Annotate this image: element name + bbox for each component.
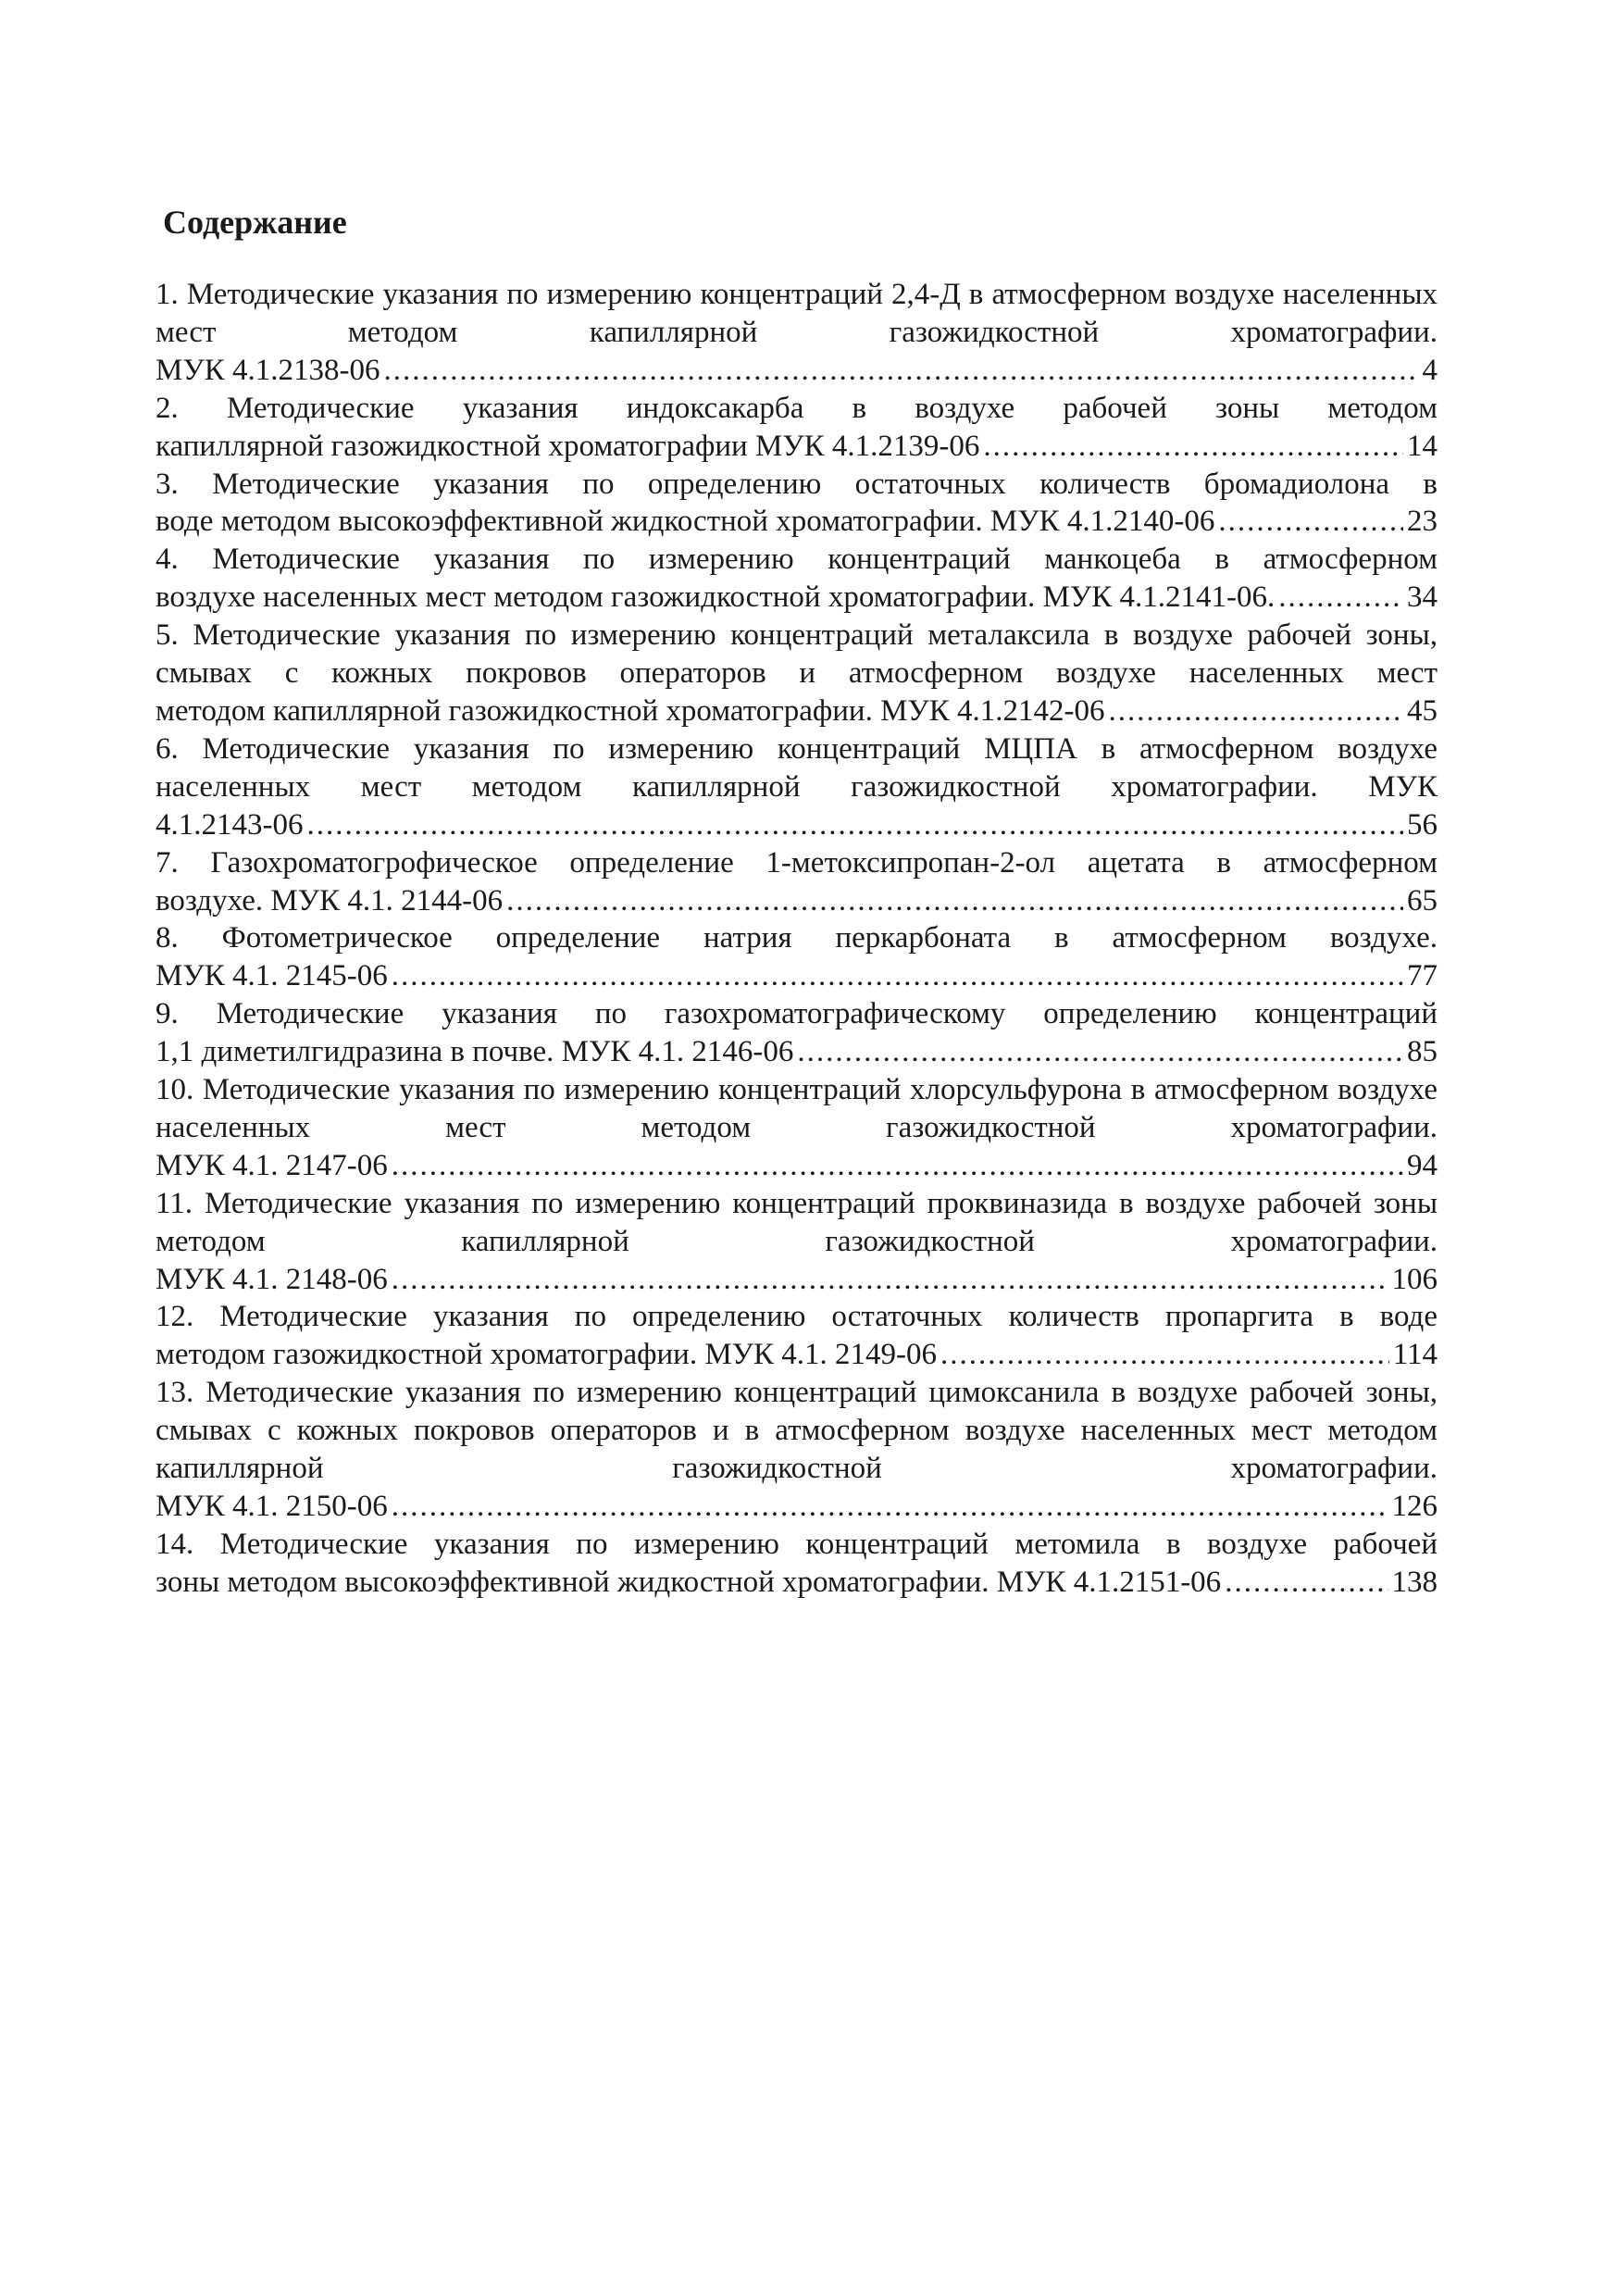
toc-entry-code: капиллярной газожидкостной хроматографии МУК 4.1.2139-06 (156, 429, 980, 463)
toc-page-number: 4 (1422, 353, 1438, 387)
toc-entry-text: 8. Фотометрическое определение натрия перкарбоната в атмосферном воздухе. (156, 921, 1438, 955)
toc-entry-text: 13. Методические указания по измерению концентраций цимоксанила в воздухе рабочей зоны, смывах с кожных покровов операторов и в атмосферном воздухе населенных мест методом капиллярной газожидкостной хроматографии. (156, 1376, 1438, 1486)
toc-entry-code: МУК 4.1. 2147-06 (156, 1148, 388, 1182)
toc-page-number: 114 (1392, 1338, 1438, 1372)
toc-page-number: 106 (1391, 1262, 1438, 1296)
dot-leader (1278, 579, 1403, 617)
toc-entry (156, 1071, 1438, 1185)
toc-entry-code: воздухе населенных мест методом газожидкостной хроматографии. МУК 4.1.2141-06. (156, 580, 1276, 615)
toc-entry-text: 3. Методические указания по определению остаточных количеств бромадиолона в (156, 467, 1438, 501)
toc-entry-code: МУК 4.1. 2145-06 (156, 959, 388, 993)
toc-entry-code: МУК 4.1.2138-06 (156, 353, 380, 387)
toc-entry (156, 919, 1438, 995)
toc-entry (156, 276, 1438, 390)
toc-entry-code: воде методом высокоэффективной жидкостной хроматографии. МУК 4.1.2140-06 (156, 505, 1215, 539)
toc-entry (156, 730, 1438, 844)
toc-entry-code: МУК 4.1. 2150-06 (156, 1490, 388, 1523)
dot-leader (506, 882, 1403, 920)
toc-entry (156, 617, 1438, 730)
toc-entry (156, 1185, 1438, 1299)
dot-leader (983, 428, 1403, 466)
dot-leader (1109, 693, 1403, 730)
toc-entry-text: 1. Методические указания по измерению концентраций 2,4-Д в атмосферном воздухе населенных мест методом капиллярной газожидкостной хроматографии. (156, 278, 1438, 349)
toc-entry-text: 5. Методические указания по измерению концентраций металаксила в воздухе рабочей зоны, смывах с кожных покровов операторов и атмосферном воздухе населенных мест (156, 618, 1438, 691)
toc-entry-text: 11. Методические указания по измерению концентраций проквиназида в воздухе рабочей зоны методом капиллярной газожидкостной хроматографии. (156, 1186, 1438, 1258)
toc-entry (156, 995, 1438, 1071)
toc-entry-text: 4. Методические указания по измерению концентраций манкоцеба в атмосферном (156, 543, 1438, 577)
toc-title: Содержание (163, 204, 347, 241)
toc-entry-text: 7. Газохроматогрофическое определение 1-метоксипропан-2-ол ацетата в атмосферном (156, 845, 1438, 880)
toc-entry-code: МУК 4.1. 2148-06 (156, 1262, 388, 1296)
toc-entry-code: 1,1 диметилгидразина в почве. МУК 4.1. 2146-06 (156, 1035, 794, 1069)
toc-page-number: 94 (1407, 1148, 1438, 1182)
dot-leader (392, 1261, 1388, 1299)
toc-entry (156, 1298, 1438, 1374)
toc-page-number: 138 (1391, 1565, 1438, 1599)
dot-leader (1225, 1564, 1388, 1602)
toc-entry (156, 466, 1438, 542)
toc-entry-text: 6. Методические указания по измерению концентраций МЦПА в атмосферном воздухе населенных мест методом капиллярной газожидкостной хроматографии. МУК (156, 731, 1438, 804)
dot-leader (797, 1033, 1403, 1071)
toc-page-number: 14 (1407, 429, 1438, 463)
toc-entry-text: 9. Методические указания по газохроматографическому определению концентраций (156, 997, 1438, 1031)
toc-entry-code: зоны методом высокоэффективной жидкостной хроматографии. МУК 4.1.2151-06 (156, 1565, 1222, 1599)
toc-page-number: 65 (1407, 883, 1438, 917)
toc-entry-code: методом капиллярной газожидкостной хроматографии. МУК 4.1.2142-06 (156, 693, 1105, 728)
toc-entry (156, 541, 1438, 617)
toc-page-number: 45 (1407, 693, 1438, 728)
toc-page-number: 23 (1407, 505, 1438, 539)
toc-entry-text: 2. Методические указания индоксакарба в воздухе рабочей зоны методом (156, 391, 1438, 425)
toc-entry-text: 12. Методические указания по определению остаточных количеств пропаргита в воде (156, 1300, 1438, 1334)
dot-leader (1218, 503, 1403, 541)
toc-entry (156, 1526, 1438, 1602)
toc-page-number: 85 (1407, 1035, 1438, 1069)
toc-page-number: 126 (1391, 1490, 1438, 1523)
toc-entry (156, 1374, 1438, 1526)
toc-page-number: 56 (1407, 807, 1438, 842)
dot-leader (392, 1147, 1403, 1185)
toc-list (156, 276, 1438, 1602)
toc-entry-code: воздухе. МУК 4.1. 2144-06 (156, 883, 504, 917)
toc-entry-text: 14. Методические указания по измерению концентраций метомила в воздухе рабочей (156, 1527, 1438, 1561)
dot-leader (392, 1488, 1388, 1526)
toc-entry-text: 10. Методические указания по измерению концентраций хлорсульфурона в атмосферном воздухе населенных мест методом газожидкостной хроматографии. (156, 1073, 1438, 1144)
toc-entry (156, 844, 1438, 920)
toc-page-number: 34 (1407, 580, 1438, 615)
toc-page-number: 77 (1407, 959, 1438, 993)
dot-leader (940, 1336, 1389, 1374)
dot-leader (307, 806, 1404, 844)
toc-entry-code: 4.1.2143-06 (156, 807, 304, 842)
toc-entry-code: методом газожидкостной хроматографии. МУК 4.1. 2149-06 (156, 1338, 938, 1372)
toc-entry (156, 390, 1438, 466)
dot-leader (392, 957, 1403, 995)
dot-leader (383, 352, 1418, 390)
